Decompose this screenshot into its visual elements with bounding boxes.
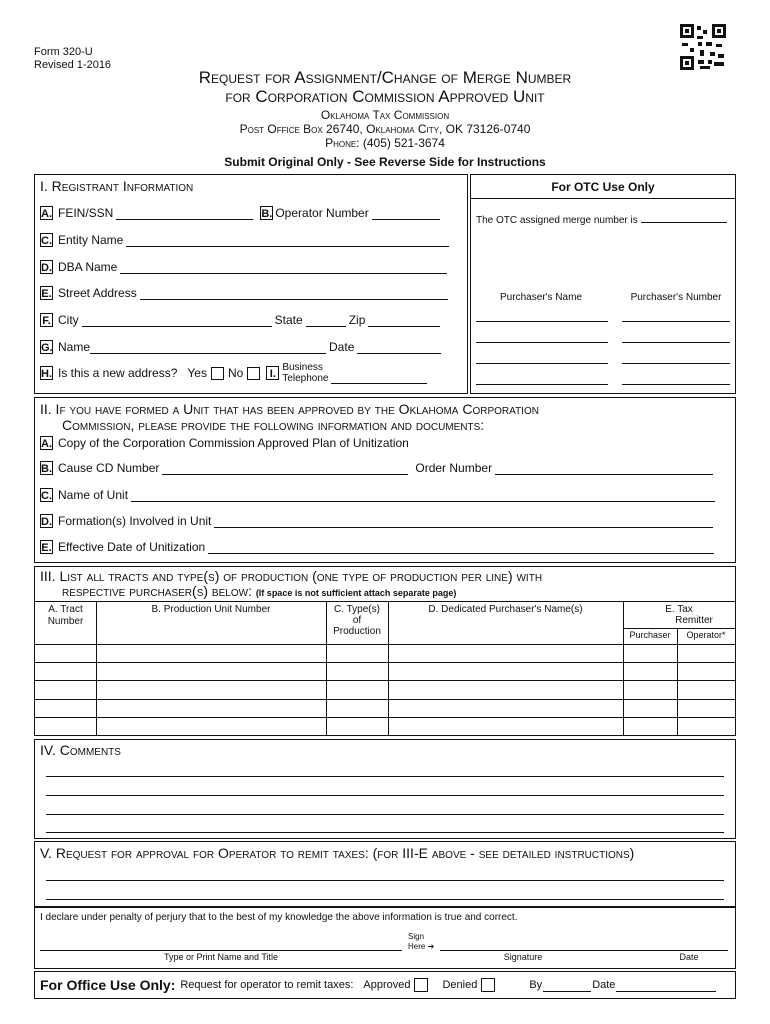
no-checkbox[interactable] (247, 367, 260, 380)
zip-label: Zip (348, 313, 366, 327)
city-label: City (58, 313, 79, 327)
col-header-production-unit: B. Production Unit Number (151, 604, 271, 615)
order-number-label: Order Number (415, 461, 493, 475)
street-address-input[interactable] (140, 287, 448, 300)
dba-name-label: DBA Name (58, 260, 118, 274)
col-a-line-1: A. Tract (48, 604, 83, 615)
effective-date-input[interactable] (208, 541, 714, 554)
fein-input[interactable] (116, 207, 253, 220)
label-f: F. (40, 313, 53, 327)
title-line-1: Request for Assignment/Change of Merge Number (198, 68, 572, 87)
cause-number-label: Cause CD Number (58, 461, 160, 475)
telephone-word: Telephone (282, 373, 329, 384)
by-label: By (529, 979, 543, 991)
approved-label: Approved (363, 979, 411, 991)
yes-checkbox[interactable] (211, 367, 224, 380)
label-a: A. (41, 208, 52, 220)
by-input[interactable] (543, 979, 591, 992)
label-c: C. (41, 490, 52, 502)
agency-address: Post Office Box 26740, Oklahoma City, OK 73126-0740 (239, 122, 531, 136)
declaration-text: I declare under penalty of perjury that to the best of my knowledge the above information is true and correct. (40, 912, 518, 923)
section-3-heading-line-1: III. List all tracts and type(s) of production (one type of production per line) with (40, 568, 543, 584)
label-d: D. (41, 262, 52, 274)
col-divider (326, 601, 327, 736)
purchaser-number-line[interactable] (622, 321, 730, 322)
col-header-production-type (326, 604, 388, 637)
unit-name-label: Name of Unit (58, 488, 129, 502)
revised-date: Revised 1-2016 (34, 59, 112, 71)
signature-caption: Signature (503, 952, 543, 962)
section-2-heading (40, 401, 539, 433)
here-word: Here (408, 942, 426, 951)
plan-copy-text: Copy of the Corporation Commission Approved Plan of Unitization (58, 436, 409, 450)
row-plan-copy (40, 436, 409, 450)
section-3-heading-line-2: respective purchaser(s) below: (62, 583, 252, 599)
purchaser-name-header: Purchaser's Name (500, 292, 582, 303)
purchaser-name-line[interactable] (476, 363, 608, 364)
otc-use-box (470, 174, 736, 394)
denied-checkbox[interactable] (481, 978, 495, 992)
row-new-address (40, 362, 430, 384)
table-row-border (34, 680, 736, 681)
label-d: D. (41, 516, 52, 528)
effective-date-label: Effective Date of Unitization (58, 540, 206, 554)
title-line-2: for Corporation Commission Approved Unit (225, 87, 545, 106)
fein-label: FEIN/SSN (58, 206, 114, 220)
office-date-input[interactable] (616, 979, 716, 992)
entity-name-input[interactable] (126, 234, 449, 247)
label-a: A. (41, 438, 52, 450)
label-e: E. (41, 542, 52, 554)
formations-label: Formation(s) Involved in Unit (58, 514, 212, 528)
col-c-line-2: of (352, 615, 362, 626)
merge-number-input[interactable] (641, 212, 727, 223)
request-text: Request for operator to remit taxes: (180, 979, 354, 991)
remit-request-line[interactable] (46, 880, 724, 881)
denied-label: Denied (442, 979, 478, 991)
purchaser-number-line[interactable] (622, 363, 730, 364)
col-c-line-3: Production (333, 626, 381, 637)
section-2-heading-line-1: II. If you have formed a Unit that has been approved by the Oklahoma Corporation (40, 401, 539, 417)
purchaser-number-header: Purchaser's Number (630, 292, 722, 303)
office-use-row (40, 977, 717, 993)
row-street (40, 286, 451, 300)
table-row-border (34, 662, 736, 663)
otc-heading: For OTC Use Only (551, 180, 655, 194)
submit-instructions: Submit Original Only - See Reverse Side for Instructions (224, 155, 546, 169)
sign-word: Sign (408, 932, 425, 941)
new-address-label: Is this a new address? (58, 366, 178, 380)
unit-name-input[interactable] (131, 489, 715, 502)
merge-number-text: The OTC assigned merge number is (476, 215, 638, 226)
business-word: Business (282, 362, 323, 373)
date-input[interactable] (357, 341, 441, 354)
form-title (0, 68, 770, 106)
row-entity (40, 233, 452, 247)
col-divider (96, 601, 97, 736)
label-h: H. (41, 368, 52, 380)
row-city (40, 313, 443, 327)
row-cause (40, 461, 716, 475)
section-4-heading: IV. Comments (40, 742, 121, 758)
cause-number-input[interactable] (162, 462, 408, 475)
order-number-input[interactable] (495, 462, 713, 475)
col-header-purchaser: D. Dedicated Purchaser's Name(s) (428, 604, 583, 615)
state-label: State (274, 313, 303, 327)
date-label: Date (329, 340, 355, 354)
comments-line[interactable] (46, 832, 724, 833)
col-a-line-2: Number (47, 616, 84, 627)
purchaser-number-line[interactable] (622, 342, 730, 343)
table-top-border (34, 601, 736, 602)
col-divider (388, 601, 389, 736)
purchaser-name-line[interactable] (476, 321, 608, 322)
otc-merge-row (476, 212, 727, 226)
col-e-line-1: E. Tax (665, 604, 693, 615)
business-telephone-input[interactable] (331, 371, 427, 384)
table-row-border (34, 717, 736, 718)
form-number: Form 320-U (34, 46, 93, 58)
col-divider (623, 601, 624, 736)
agency-block (0, 108, 770, 150)
row-dba (40, 260, 450, 274)
agency-name: Oklahoma Tax Commission (320, 108, 450, 122)
entity-name-label: Entity Name (58, 233, 124, 247)
agency-phone: Phone: (405) 521-3674 (325, 136, 445, 150)
sign-here-marker (408, 932, 434, 952)
col-header-tract (35, 604, 96, 628)
business-telephone-label (282, 362, 328, 384)
row-effective-date (40, 540, 717, 554)
arrow-right-icon: ➔ (427, 942, 435, 951)
qr-code-icon (680, 24, 726, 70)
table-row-border (34, 699, 736, 700)
section-2-heading-line-2: Commission, please provide the following information and documents: (62, 417, 485, 433)
row-formations (40, 514, 716, 528)
name-title-caption: Type or Print Name and Title (163, 952, 279, 962)
label-b: B. (41, 463, 52, 475)
dba-name-input[interactable] (120, 261, 447, 274)
approved-checkbox[interactable] (414, 978, 428, 992)
signature-date-caption: Date (679, 952, 699, 962)
yes-label: Yes (187, 366, 207, 380)
label-e: E. (41, 288, 52, 300)
col-header-tax-remitter (623, 604, 735, 626)
remit-request-line[interactable] (46, 899, 724, 900)
section-1-heading: I. Registrant Information (40, 178, 194, 194)
name-label: Name (58, 340, 91, 354)
comments-line[interactable] (46, 814, 724, 815)
section-5-heading: V. Request for approval for Operator to remit taxes: (for III-E above - see detailed instructions) (40, 845, 635, 861)
label-c: C. (41, 235, 52, 247)
city-input[interactable] (82, 314, 272, 327)
comments-line[interactable] (46, 776, 724, 777)
state-input[interactable] (306, 314, 346, 327)
col-e-line-2: Remitter (675, 615, 713, 626)
office-use-heading: For Office Use Only: (40, 977, 176, 993)
office-date-label: Date (592, 979, 616, 991)
purchaser-name-line[interactable] (476, 384, 608, 385)
otc-divider (470, 198, 736, 199)
col-c-line-1: C. Type(s) (334, 604, 380, 615)
name-input[interactable] (90, 341, 326, 354)
table-row-border (34, 644, 736, 645)
remitter-subheader-border (623, 628, 736, 629)
operator-number-label: Operator Number (275, 206, 369, 220)
section-comments (34, 739, 736, 839)
label-b: B. (261, 208, 273, 220)
formations-input[interactable] (214, 515, 713, 528)
street-address-label: Street Address (58, 286, 137, 300)
signature-line[interactable] (440, 950, 728, 951)
row-name (40, 340, 444, 354)
operator-number-input[interactable] (372, 207, 440, 220)
section-3-heading (40, 569, 542, 601)
name-title-line[interactable] (40, 950, 402, 951)
purchaser-number-line[interactable] (622, 384, 730, 385)
no-label: No (227, 366, 244, 380)
zip-input[interactable] (368, 314, 440, 327)
label-g: G. (41, 342, 53, 354)
row-unit-name (40, 488, 718, 502)
purchaser-name-line[interactable] (476, 342, 608, 343)
section-3-note: (If space is not sufficient attach separate page) (255, 588, 457, 598)
label-i: I. (266, 366, 279, 380)
comments-line[interactable] (46, 795, 724, 796)
row-fein (40, 206, 443, 220)
col-e-operator: Operator* (686, 630, 726, 640)
col-e-purchaser: Purchaser (629, 630, 671, 640)
